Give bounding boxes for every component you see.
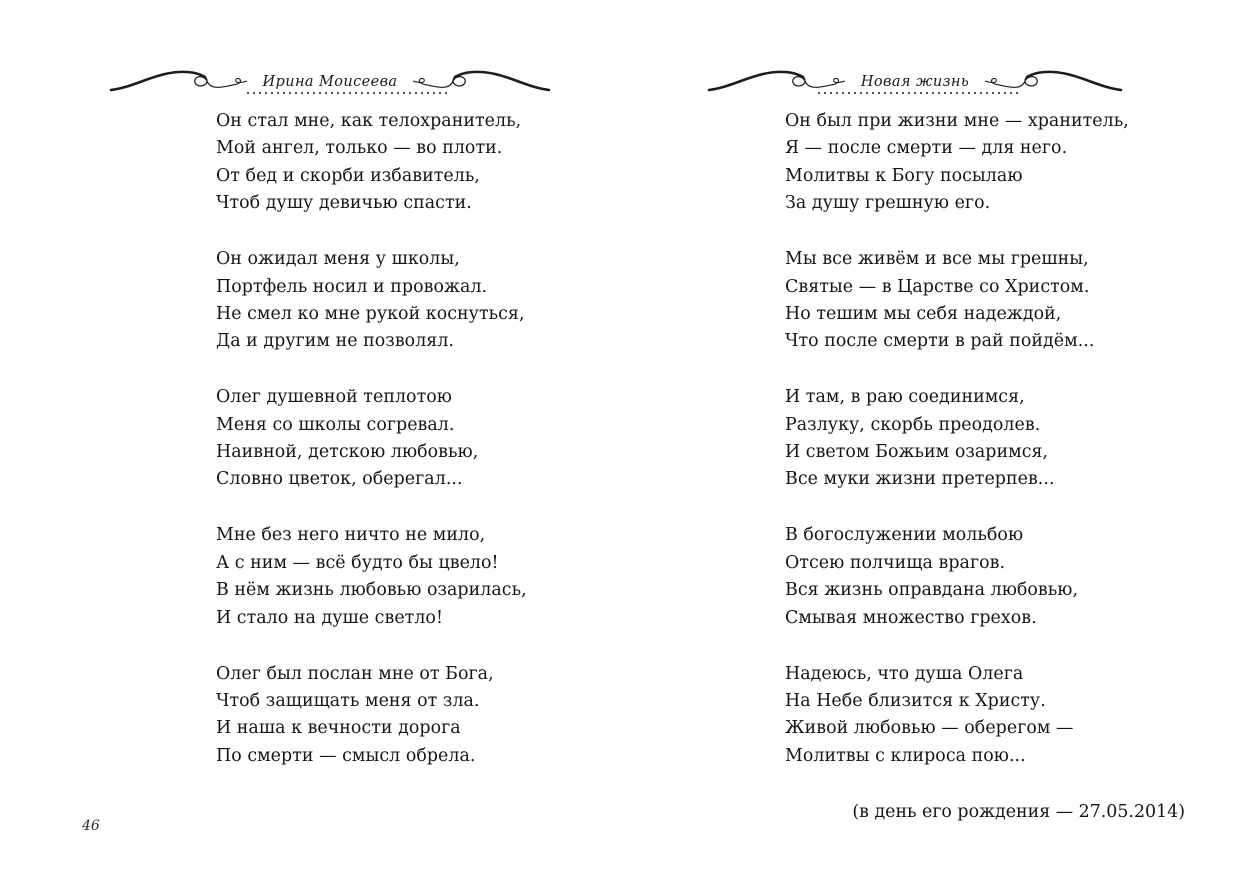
verse-line: Надеюсь, что душа Олега — [785, 663, 1024, 684]
rule-dot — [830, 92, 832, 94]
verse-line: Он стал мне, как телохранитель, — [216, 111, 522, 131]
rule-dot — [836, 92, 838, 94]
verse-line: Мне без него ничто не мило, — [216, 525, 486, 546]
verse-line: И светом Божьим озаримся, — [785, 442, 1049, 463]
rule-dot — [860, 92, 862, 94]
verse-line: В богослужении мольбою — [785, 525, 1024, 546]
left-poem — [216, 108, 576, 770]
rule-dot — [908, 92, 910, 94]
verse-line: Наивной, детскою любовью, — [216, 442, 479, 463]
stanza — [785, 246, 1185, 356]
rule-dot — [866, 92, 868, 94]
verse-line: Вся жизнь оправдана любовью, — [785, 580, 1079, 601]
rule-dot — [896, 92, 898, 94]
verse-line: Он ожидал меня у школы, — [216, 249, 460, 270]
rule-dot — [818, 92, 820, 94]
rule-dot — [445, 92, 447, 94]
rule-dot — [998, 92, 1000, 94]
rule-dot — [403, 92, 405, 94]
stanza — [785, 661, 1185, 771]
rule-dot — [878, 92, 880, 94]
rule-dot — [926, 92, 928, 94]
verse-line: По смерти — смысл обрела. — [216, 745, 476, 766]
rule-dot — [1010, 92, 1012, 94]
rule-dot — [373, 92, 375, 94]
stanza — [785, 384, 1185, 494]
rule-dot — [325, 92, 327, 94]
rule-dot — [415, 92, 417, 94]
rule-dot — [301, 92, 303, 94]
right-page — [630, 0, 1260, 882]
rule-dot — [968, 92, 970, 94]
rule-dot — [1004, 92, 1006, 94]
rule-dot — [283, 92, 285, 94]
rule-dot — [938, 92, 940, 94]
verse-line: И стало на душе светло! — [216, 607, 443, 628]
stanza — [216, 522, 576, 632]
verse-line: От бед и скорби избавитель, — [216, 165, 480, 186]
rule-dot — [253, 92, 255, 94]
verse-line: На Небе близится к Христу. — [785, 690, 1046, 711]
rule-dot — [337, 92, 339, 94]
rule-dot — [331, 92, 333, 94]
rule-dot — [950, 92, 952, 94]
verse-line: Мы все живём и все мы грешны, — [785, 249, 1089, 270]
dedication-line: (в день его рождения — 27.05.2014) — [852, 801, 1185, 822]
verse-line: Живой любовью — оберегом — — [785, 718, 1074, 739]
rule-dot — [259, 92, 261, 94]
rule-dot — [361, 92, 363, 94]
stanza — [216, 661, 576, 771]
rule-dot — [391, 92, 393, 94]
rule-dot — [848, 92, 850, 94]
verse-line: Я — после смерти — для него. — [785, 138, 1068, 159]
verse-line: В нём жизнь любовью озарилась, — [216, 580, 527, 601]
rule-dot — [343, 92, 345, 94]
rule-dot — [920, 92, 922, 94]
verse-line: Все муки жизни претерпев... — [785, 469, 1055, 490]
rule-dot — [974, 92, 976, 94]
verse-line: Чтоб душу девичью спасти. — [216, 193, 472, 214]
verse-line: Смывая множество грехов. — [785, 607, 1037, 628]
verse-line: И наша к вечности дорога — [216, 718, 461, 739]
rule-dot — [890, 92, 892, 94]
verse-line: Что после смерти в рай пойдём... — [785, 331, 1095, 352]
rule-dot — [992, 92, 994, 94]
rule-dot — [421, 92, 423, 94]
verse-line: Словно цветок, оберегал... — [216, 469, 463, 490]
rule-dot — [902, 92, 904, 94]
verse-line: Разлуку, скорбь преодолев. — [785, 414, 1041, 435]
rule-dot — [824, 92, 826, 94]
rule-dot — [962, 92, 964, 94]
verse-line: Да и другим не позволял. — [216, 331, 454, 352]
stanza — [216, 108, 576, 218]
verse-line: Но тешим мы себя надеждой, — [785, 303, 1062, 324]
rule-dot — [884, 92, 886, 94]
rule-dot — [379, 92, 381, 94]
rule-dot — [319, 92, 321, 94]
rule-dot — [313, 92, 315, 94]
rule-dot — [842, 92, 844, 94]
left-running-head-label: Ирина Моисеева — [262, 74, 398, 90]
rule-dot — [349, 92, 351, 94]
verse-line: Молитвы с клироса пою... — [785, 745, 1026, 766]
verse-line: И там, в раю соединимся, — [785, 387, 1025, 408]
verse-line: Чтоб защищать меня от зла. — [216, 690, 480, 711]
rule-dot — [307, 92, 309, 94]
stanza — [785, 522, 1185, 632]
flourish-ornament — [109, 66, 249, 98]
rule-dot — [932, 92, 934, 94]
rule-dot — [355, 92, 357, 94]
rule-dot — [1016, 92, 1018, 94]
verse-line: За душу грешную его. — [785, 193, 991, 214]
rule-dot — [986, 92, 988, 94]
stanza — [216, 384, 576, 494]
rule-dot — [277, 92, 279, 94]
verse-line: А с ним — всё будто бы цвело! — [216, 552, 499, 573]
rule-dot — [872, 92, 874, 94]
verse-line: Меня со школы согревал. — [216, 414, 455, 435]
stanza — [785, 108, 1185, 218]
rule-dot — [397, 92, 399, 94]
rule-dot — [289, 92, 291, 94]
rule-dot — [427, 92, 429, 94]
rule-dot — [265, 92, 267, 94]
rule-dot — [439, 92, 441, 94]
rule-dot — [409, 92, 411, 94]
rule-dot — [367, 92, 369, 94]
page-number: 46 — [82, 818, 100, 834]
rule-dot — [295, 92, 297, 94]
rule-dot — [956, 92, 958, 94]
rule-dot — [854, 92, 856, 94]
verse-line: Он был при жизни мне — хранитель, — [785, 111, 1129, 131]
left-dotted-rule — [247, 92, 447, 98]
rule-dot — [980, 92, 982, 94]
verse-line: Олег душевной теплотою — [216, 387, 452, 408]
verse-line: Портфель носил и провожал. — [216, 276, 488, 297]
stanza — [216, 246, 576, 356]
rule-dot — [247, 92, 249, 94]
verse-line: Молитвы к Богу посылаю — [785, 165, 1023, 186]
right-poem — [785, 108, 1185, 826]
rule-dot — [385, 92, 387, 94]
verse-line: Олег был послан мне от Бога, — [216, 663, 494, 684]
verse-line: Не смел ко мне рукой коснуться, — [216, 303, 525, 324]
right-running-head-label: Новая жизнь — [860, 74, 970, 90]
rule-dot — [914, 92, 916, 94]
verse-line: Святые — в Царстве со Христом. — [785, 276, 1090, 297]
right-dotted-rule — [818, 92, 1018, 98]
rule-dot — [944, 92, 946, 94]
rule-dot — [433, 92, 435, 94]
verse-line: Отсею полчища врагов. — [785, 552, 1006, 573]
rule-dot — [271, 92, 273, 94]
verse-line: Мой ангел, только — во плоти. — [216, 138, 503, 159]
